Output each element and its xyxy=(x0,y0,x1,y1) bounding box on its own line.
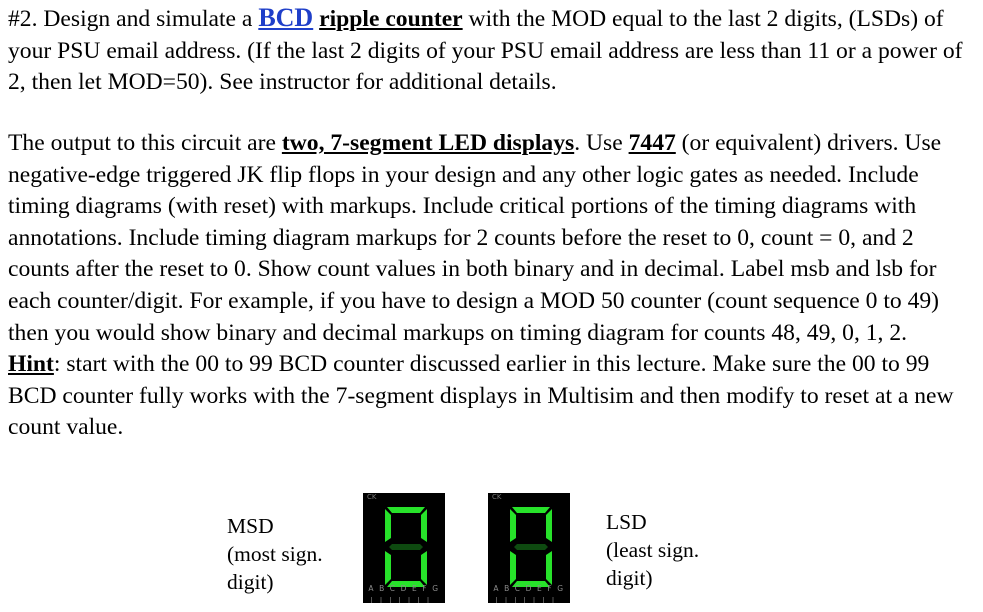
lsd-label xyxy=(606,508,699,592)
segment-g xyxy=(514,544,548,550)
msd-label xyxy=(227,512,323,596)
pin-ticks xyxy=(496,597,562,603)
segment-f xyxy=(385,509,391,542)
msd-description: (most sign. xyxy=(227,542,323,566)
requirements-paragraph xyxy=(8,128,978,444)
segment-a xyxy=(512,507,550,513)
lsd-description-end: digit) xyxy=(606,566,653,590)
segment-f xyxy=(510,509,516,542)
driver-part-number: 7447 xyxy=(628,130,676,156)
hint-label: Hint xyxy=(8,351,54,378)
problem-details-text: with the MOD equal to the last 2 digits, (LSDs) of your PSU email address. (If the last 2 digits of your PSU email address are less than 11 or a power of 2, then let MOD=50). See instructor for additional details. xyxy=(8,6,963,96)
clock-pin-label: CK xyxy=(367,493,377,501)
msd-description-end: digit) xyxy=(227,570,274,594)
requirements-intro-text: The output to this circuit are xyxy=(8,130,282,156)
problem-intro-text: #2. Design and simulate a xyxy=(8,6,259,32)
clock-pin-label: CK xyxy=(492,493,502,501)
segment-e xyxy=(385,551,391,585)
segment-g xyxy=(389,544,423,550)
pin-ticks xyxy=(371,597,437,603)
hint-text: : start with the 00 to 99 BCD counter discussed earlier in this lecture. Make sure the 00 to 99 BCD counter fully works with the 7-segment displays in Multisim and then modify to reset at a new count value. xyxy=(8,351,954,441)
msd-title: MSD xyxy=(227,514,274,538)
segment-c xyxy=(421,551,427,585)
lsd-seven-segment-display xyxy=(488,493,570,603)
segment-pin-labels: A B C D E F G xyxy=(368,584,440,593)
requirements-use-text: . Use xyxy=(574,130,629,156)
segment-b xyxy=(421,509,427,542)
lsd-title: LSD xyxy=(606,510,647,534)
segment-pin-labels: A B C D E F G xyxy=(493,584,565,593)
segment-e xyxy=(510,551,516,585)
segment-b xyxy=(546,509,552,542)
problem-statement xyxy=(8,2,978,99)
requirements-body-text: (or equivalent) drivers. Use negative-edge triggered JK flip flops in your design and any other logic gates as needed. Include timing diagrams (with reset) with markups. Include critical portions of the timing diagrams with annotations. Include timing diagram markups for 2 counts before the reset to 0, count = 0, and 2 counts after the reset to 0. Show count values in both binary and in decimal. Label msb and lsb for each counter/digit. For example, if you have to design a MOD 50 counter (count sequence 0 to 49) then you would show binary and decimal markups on timing diagram for counts 48, 49, 0, 1, 2. xyxy=(8,130,942,346)
lsd-description: (least sign. xyxy=(606,538,700,562)
msd-seven-segment-display xyxy=(363,493,445,603)
segment-a xyxy=(387,507,425,513)
bcd-link[interactable]: BCD xyxy=(258,3,314,32)
ripple-counter-term: ripple counter xyxy=(319,6,463,32)
segment-c xyxy=(546,551,552,585)
displays-term: two, 7-segment LED displays xyxy=(281,130,575,156)
